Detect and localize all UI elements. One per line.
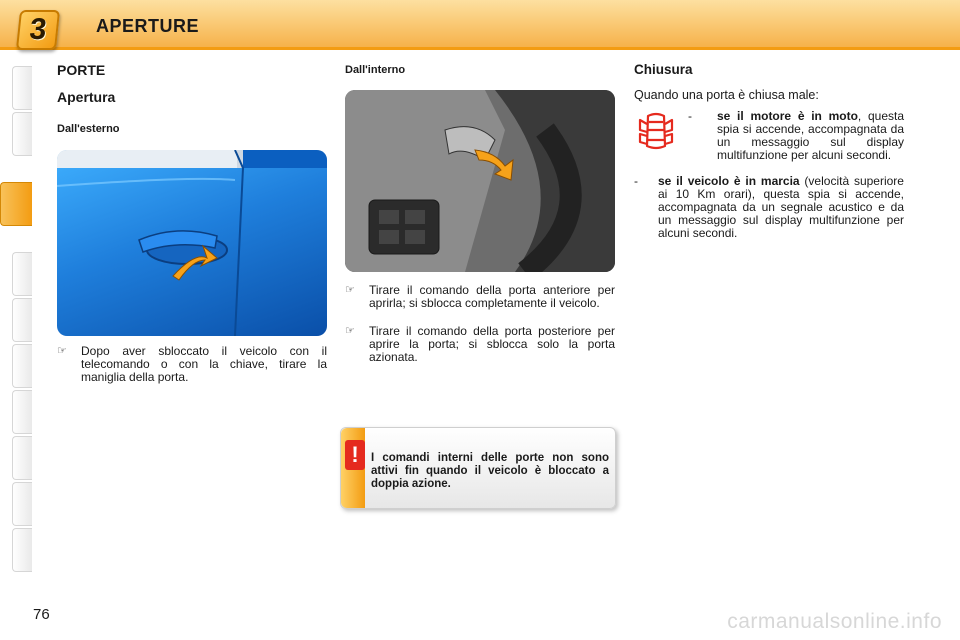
warning-text: I comandi interni delle porte non sono attivi fin quando il veicolo è bloccato a doppia azione. [371,452,609,490]
label-from-inside: Dall'interno [345,64,406,76]
chapter-tab-2[interactable] [12,112,32,156]
chapter-number: 3 [27,13,49,46]
closing-item-engine-text: , questa spia si accende, accompagnata da un messaggio sul display multifunzione per alcuni secondi. [717,109,904,162]
pointing-hand-icon: ☞ [345,284,355,296]
section-title-chiusura: Chiusura [634,62,693,77]
chapter-tab-strip [0,66,32,576]
bullet-outside [57,345,327,384]
warning-note [340,427,616,509]
door-handle-photo [57,150,327,336]
closing-item-driving-bold: se il veicolo è in marcia [658,174,800,188]
pointing-hand-icon: ☞ [57,345,67,357]
chapter-tab-4[interactable] [12,252,32,296]
bullet-inside-rear-text: Tirare il comando della porta posteriore per aprire la porta; si sblocca solo la porta azionata. [369,324,615,364]
chapter-tab-1[interactable] [12,66,32,110]
interior-door-illustration [345,90,615,272]
chapter-tab-5[interactable] [12,298,32,342]
exclamation-icon: ! [345,440,365,470]
bullet-outside-text: Dopo aver sbloccato il veicolo con il telecomando o con la chiave, tirare la maniglia della porta. [81,344,327,384]
closing-item-driving-text: (velocità superiore ai 10 Km orari), questa spia si accende, accompagnata da un segnale acustico e da un messaggio sul display multifunzione per alcuni secondi. [658,174,904,240]
dash-1: - [688,109,692,123]
car-doors-open-icon [636,110,676,152]
chapter-tab-3-active[interactable] [0,182,32,226]
chapter-tab-9[interactable] [12,482,32,526]
chapter-tab-10[interactable] [12,528,32,572]
closing-intro: Quando una porta è chiusa male: [634,88,819,102]
chapter-tab-7[interactable] [12,390,32,434]
bullet-inside-front [345,284,615,310]
section-title-porte: PORTE [57,62,106,78]
closing-item-engine [688,110,904,162]
bullet-inside-front-text: Tirare il comando della porta anteriore per aprirla; si sblocca completamente il veicolo. [369,283,615,310]
chapter-tab-6[interactable] [12,344,32,388]
dash-2: - [634,174,638,188]
label-from-outside: Dall'esterno [57,123,120,135]
bullet-inside-rear [345,325,615,364]
watermark: carmanualsonline.info [727,610,942,633]
page-number: 76 [33,606,50,623]
door-handle-illustration [57,150,327,336]
subsection-title-apertura: Apertura [57,89,116,105]
closing-item-driving [634,175,904,240]
chapter-header [0,0,960,50]
chapter-title: APERTURE [96,16,200,36]
chapter-number-badge [16,10,60,50]
pointing-hand-icon: ☞ [345,325,355,337]
interior-door-photo [345,90,615,272]
closing-item-engine-bold: se il motore è in moto [717,109,858,123]
chapter-tab-8[interactable] [12,436,32,480]
